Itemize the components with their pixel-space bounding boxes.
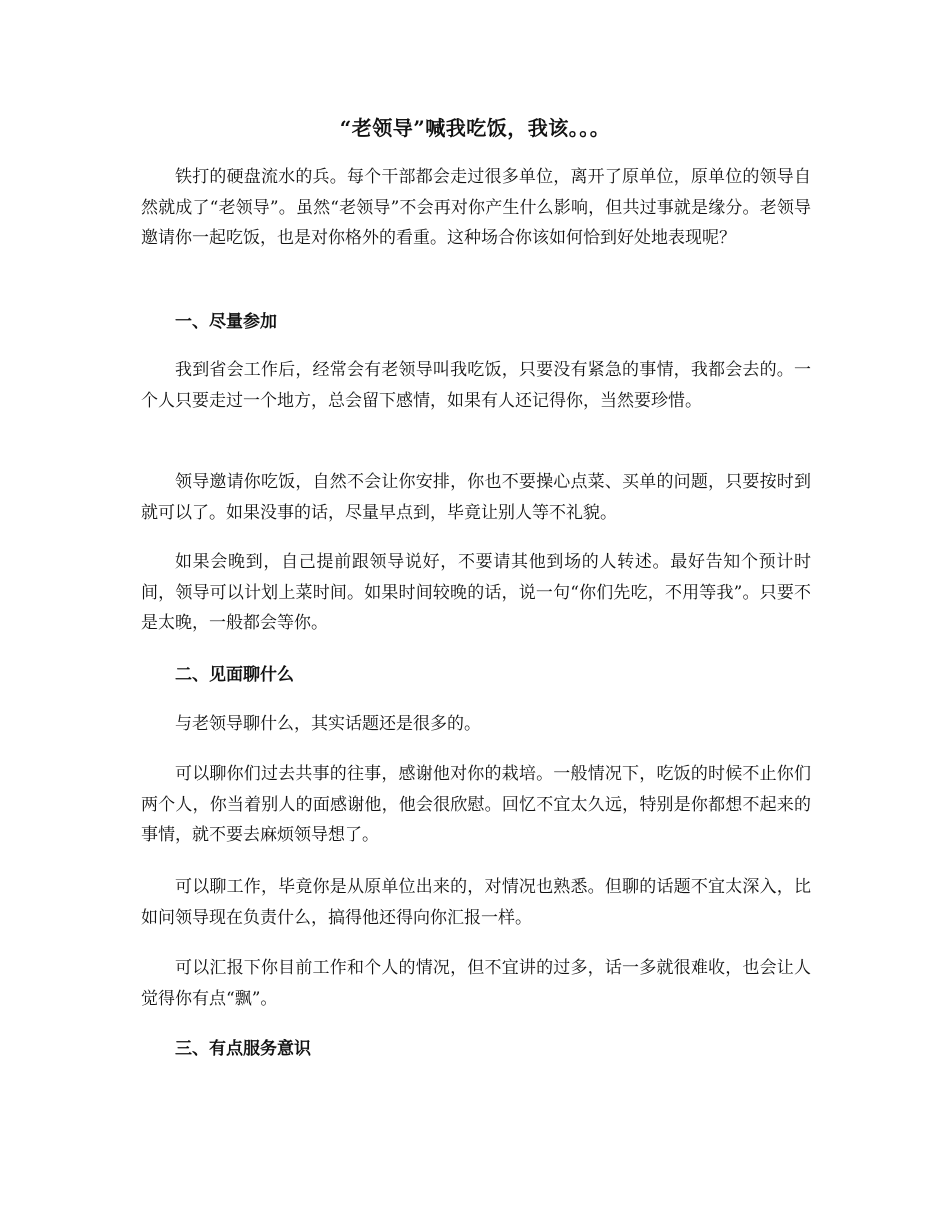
section1-paragraph-2: 领导邀请你吃饭，自然不会让你安排，你也不要操心点菜、买单的问题，只要按时到就可以了。如果没事的话，尽量早点到，毕竟让别人等不礼貌。 bbox=[141, 472, 811, 523]
section2-paragraph-4: 可以汇报下你目前工作和个人的情况，但不宜讲的过多，话一多就很难收，也会让人觉得你有点“飘”。 bbox=[141, 958, 811, 1009]
section2-paragraph-2: 可以聊你们过去共事的往事，感谢他对你的栽培。一般情况下，吃饭的时候不止你们两个人，你当着别人的面感谢他，他会很欣慰。回忆不宜太久远，特别是你都想不起来的事情，就不要去麻烦领导想了。 bbox=[141, 764, 811, 845]
section-heading-3: 三、有点服务意识 bbox=[175, 1039, 311, 1059]
intro-paragraph: 铁打的硬盘流水的兵。每个干部都会走过很多单位，离开了原单位，原单位的领导自然就成了“老领导”。虽然“老领导”不会再对你产生什么影响，但共过事就是缘分。老领导邀请你一起吃饭，也是对你格外的看重。这种场合你该如何恰到好处地表现呢？ bbox=[141, 167, 811, 248]
section1-paragraph-3: 如果会晚到，自己提前跟领导说好，不要请其他到场的人转述。最好告知个预计时间，领导可以计划上菜时间。如果时间较晚的话，说一句“你们先吃，不用等我”。只要不是太晚，一般都会等你。 bbox=[141, 552, 811, 633]
document-title: “老领导”喊我吃饭，我该。。。 bbox=[339, 116, 611, 140]
section2-paragraph-3: 可以聊工作，毕竟你是从原单位出来的，对情况也熟悉。但聊的话题不宜太深入，比如问领导现在负责什么，搞得他还得向你汇报一样。 bbox=[141, 877, 811, 928]
section-heading-1: 一、尽量参加 bbox=[175, 312, 277, 332]
section-heading-2: 二、见面聊什么 bbox=[175, 665, 294, 685]
section1-paragraph-1: 我到省会工作后，经常会有老领导叫我吃饭，只要没有紧急的事情，我都会去的。一个人只要走过一个地方，总会留下感情，如果有人还记得你，当然要珍惜。 bbox=[141, 360, 811, 411]
section2-paragraph-1: 与老领导聊什么，其实话题还是很多的。 bbox=[175, 714, 481, 734]
